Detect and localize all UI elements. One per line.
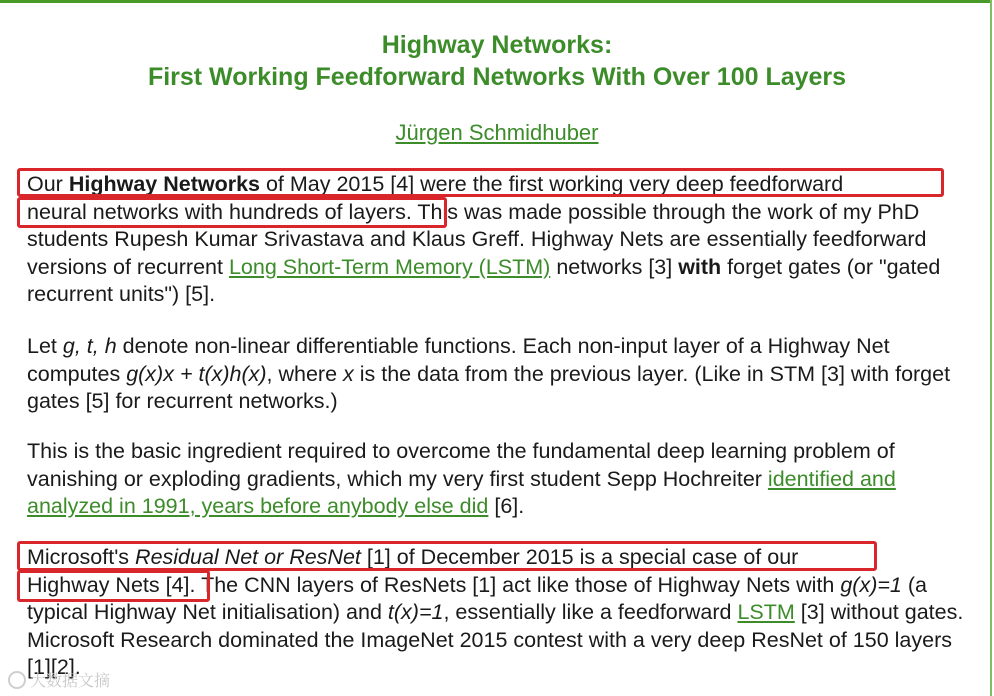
lstm-link-2[interactable]: LSTM <box>737 600 795 624</box>
italic-resnet: Residual Net or ResNet <box>135 545 361 569</box>
text: , where <box>266 361 344 386</box>
italic-tx: t(x)=1 <box>387 600 444 624</box>
highlighted-phrase: Highway Nets [4] <box>27 572 190 597</box>
italic-formula: g(x)x + t(x)h(x) <box>126 361 267 386</box>
text: Let <box>27 334 63 358</box>
paragraph-resnet <box>27 544 967 682</box>
watermark <box>8 668 110 691</box>
text: , essentially like a feedforward <box>443 600 738 624</box>
text: . This was made possible through the work of my PhD students Rupesh Kumar Srivastava and Klaus Greff. Highway Nets are essentially feedforward versions of recurrent <box>27 199 927 279</box>
text: [3] without gates. Microsoft Research dominated the ImageNet 2015 contest with a very deep ResNet of 150 layers [1][2]. <box>27 600 964 679</box>
text: Microsoft's <box>27 545 136 569</box>
text: is the data from the previous layer. (Like in STM [3] with forget gates [5] for recurrent networks.) <box>27 361 951 413</box>
text: of May 2015 [4] were the first working very deep feedforward <box>260 172 844 196</box>
bold-with: with <box>678 254 722 279</box>
italic-x: x <box>343 361 354 386</box>
italic-gx: g(x)=1 <box>840 572 902 597</box>
text: Our <box>27 172 69 196</box>
text: . The CNN layers of ResNets [1] act like those of Highway Nets with <box>189 572 841 597</box>
paragraph-vanishing-gradients <box>27 438 967 521</box>
bold-highway-networks: Highway Networks <box>68 172 260 196</box>
italic-functions: g, t, h <box>62 334 117 358</box>
text: (a typical Highway Net initialisation) and <box>27 572 927 624</box>
author <box>0 120 994 146</box>
page-title-line1: Highway Networks: <box>381 31 613 59</box>
watermark-logo-icon <box>8 671 26 689</box>
text: This is the basic ingredient required to overcome the fundamental deep learning problem of vanishing or exploding gradients, which my very first student Sepp Hochreiter <box>27 439 895 491</box>
page-title-line2: First Working Feedforward Networks With Over 100 Layers <box>147 63 847 91</box>
text: forget gates (or "gated recurrent units") [5]. <box>27 254 941 306</box>
top-border <box>0 0 990 3</box>
paragraph-definition <box>27 333 967 416</box>
author-link[interactable]: Jürgen Schmidhuber <box>395 120 599 145</box>
text: [1] of December 2015 is a special case of our <box>360 545 799 569</box>
highlighted-phrase: neural networks with hundreds of layers <box>27 199 406 224</box>
text: [6]. <box>488 494 525 518</box>
text: networks [3] <box>550 254 679 279</box>
text: denote non-linear differentiable functions. Each non-input layer of a Highway Net computes <box>27 334 890 386</box>
analysis-1991-link[interactable]: identified and analyzed in 1991, years before anybody else did <box>27 466 896 518</box>
right-border <box>990 0 992 696</box>
lstm-link[interactable]: Long Short-Term Memory (LSTM) <box>228 254 551 279</box>
paragraph-highway-networks <box>27 171 967 309</box>
watermark-text: 大数据文摘 <box>30 673 111 690</box>
